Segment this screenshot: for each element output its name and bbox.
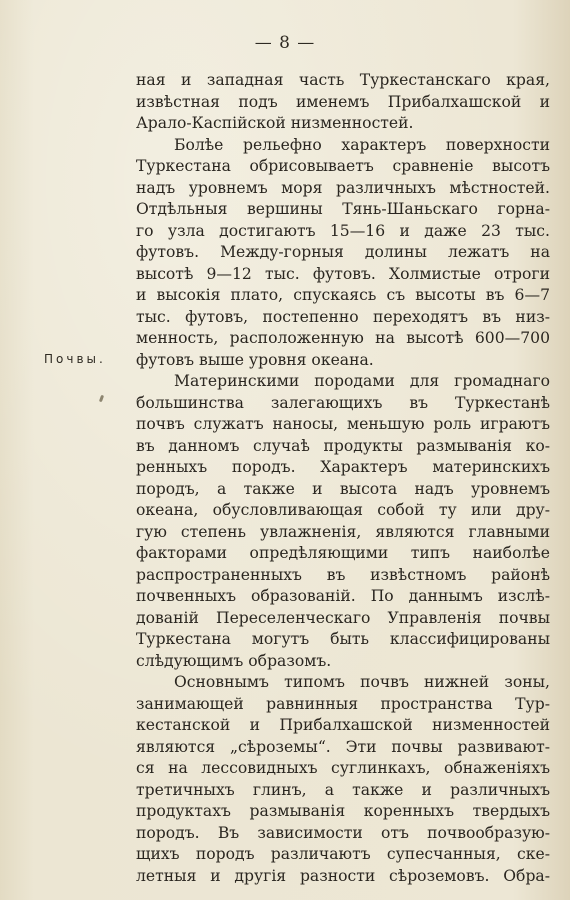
text-line: менность, расположенную на высотѣ 600—700 [136,329,550,347]
text-line: Отдѣльныя вершины Тянь-Шаньскаго горна- [136,200,550,218]
text-line: футовъ выше уровня океана. [136,350,374,369]
text-line: ная и западная часть Туркестанскаго края, [136,71,550,89]
text-line: летныя и другія разности сѣроземовъ. Обра- [136,866,550,885]
text-line: являются „сѣроземы“. Эти почвы развивают- [136,737,550,756]
text-line: футовъ. Между-горныя долины лежатъ на [136,243,550,261]
text-line: гую степень увлажненія, являются главными [136,522,550,541]
text-line: океана, обусловливающая собой ту или дру- [136,501,550,519]
text-line: го узла достигаютъ 15—16 и даже 23 тыс. [136,221,550,240]
text-line: продуктахъ размыванія коренныхъ твердыхъ [136,802,550,820]
text-line: распространенныхъ въ извѣстномъ районѣ [136,565,550,584]
margin-note-soils: Почвы. [44,352,106,366]
text-line: кестанской и Прибалхашской низменностей [136,716,550,734]
text-line: ренныхъ породъ. Характеръ материнскихъ [136,458,550,476]
text-line: Материнскими породами для громаднаго [174,372,550,390]
text-line: Болѣе рельефно характеръ поверхности [174,135,550,154]
text-line: извѣстная подъ именемъ Прибалхашской и [136,92,550,111]
text-line: Туркестана могутъ быть классифицированы [136,630,550,648]
text-line: Основнымъ типомъ почвъ нижней зоны, [174,673,550,691]
text-line: Туркестана обрисовываетъ сравненіе высотъ [136,157,550,175]
ink-smudge [99,395,104,403]
text-line: почвенныхъ образованій. По даннымъ изслѣ- [136,587,550,605]
text-line: и высокія плато, спускаясь съ высоты въ 6—7 [136,286,550,304]
text-line: надъ уровнемъ моря различныхъ мѣстностей. [136,178,550,197]
text-line: дованій Переселенческаго Управленія почвы [136,608,550,627]
text-line: слѣдующимъ образомъ. [136,651,332,670]
text-line: занимающей равнинныя пространства Тур- [136,694,550,713]
text-line: высотѣ 9—12 тыс. футовъ. Холмистые отроги [136,264,550,283]
text-line: Арало-Каспійской низменностей. [136,114,414,132]
text-line: породъ, а также и высота надъ уровнемъ [136,479,550,498]
text-line: тыс. футовъ, постепенно переходятъ въ низ- [136,307,550,326]
text-line: породъ. Въ зависимости отъ почвообразую- [136,823,550,842]
text-line: почвъ служатъ наносы, меньшую роль играютъ [136,415,550,433]
text-line: третичныхъ глинъ, а также и различныхъ [136,780,550,799]
text-line: большинства залегающихъ въ Туркестанѣ [136,393,550,412]
text-line: въ данномъ случаѣ продукты размыванія ко- [136,436,550,455]
body-text [136,70,550,887]
page-number: — 8 — [254,33,316,53]
text-line: щихъ породъ различаютъ супесчанныя, ске- [136,845,550,863]
text-line: факторами опредѣляющими типъ наиболѣе [136,544,550,562]
text-line: ся на лессовидныхъ суглинкахъ, обнаженіяхъ [136,759,550,777]
